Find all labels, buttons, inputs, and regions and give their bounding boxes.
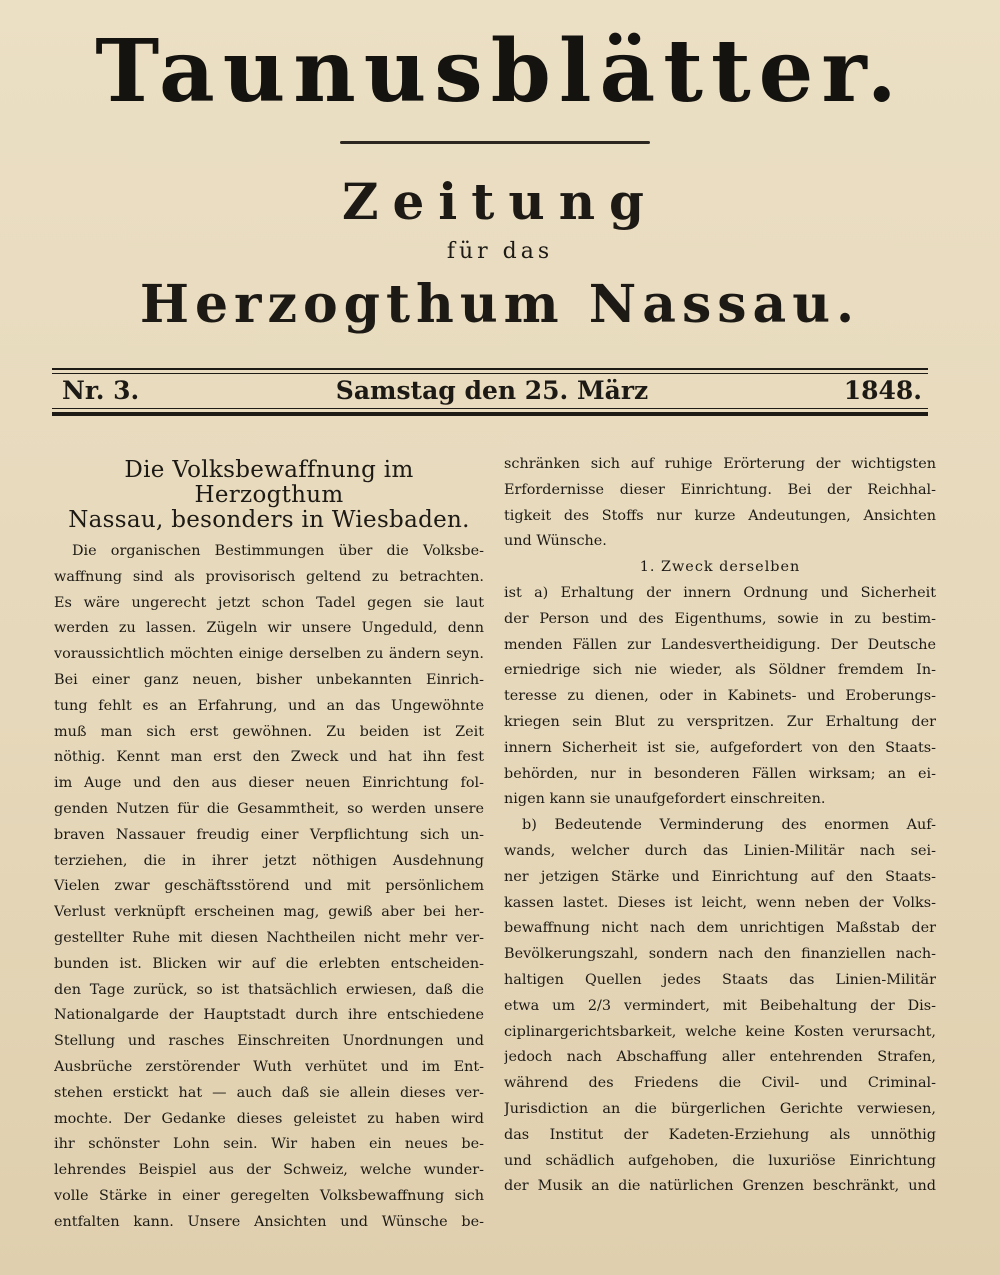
newspaper-subtitle: Zeitung xyxy=(341,172,659,231)
text-line: Es wäre ungerecht jetzt schon Tadel gegen sie laut xyxy=(54,594,484,611)
article-title xyxy=(54,458,484,533)
issue-date: Samstag den 25. März xyxy=(335,376,649,405)
text-line: und schädlich aufgehoben, die luxuriöse Einrichtung xyxy=(504,1152,936,1169)
text-line: teresse zu dienen, oder in Kabinets- und Eroberungs- xyxy=(504,688,936,705)
text-line: Nationalgarde der Hauptstadt durch ihre entschiedene xyxy=(54,1007,484,1024)
region-title: Herzogthum Nassau. xyxy=(139,274,861,335)
text-line: entfalten kann. Unsere Ansichten und Wünsche be- xyxy=(54,1213,484,1230)
text-line: braven Nassauer freudig einer Verpflichtung sich un- xyxy=(54,826,484,843)
right-column xyxy=(504,452,936,1200)
text-line: erniedrige sich nie wieder, als Söldner fremdem In- xyxy=(504,662,936,679)
text-line: das Institut der Kadeten-Erziehung als unnöthig xyxy=(504,1126,936,1143)
text-line: Verlust verknüpft erscheinen mag, gewiß aber bei her- xyxy=(54,904,484,921)
text-line: und Wünsche. xyxy=(504,533,607,550)
text-line: kassen lastet. Dieses ist leicht, wenn neben der Volks- xyxy=(504,894,936,911)
text-line: Vielen zwar geschäftsstörend und mit persönlichem xyxy=(54,878,484,895)
text-line: werden zu lassen. Zügeln wir unsere Ungeduld, denn xyxy=(54,620,484,637)
text-line: den Tage zurück, so ist thatsächlich erwiesen, daß die xyxy=(54,981,484,998)
title-divider xyxy=(340,141,650,144)
dateline-rule-top-thin xyxy=(52,373,928,374)
section-heading: 1. Zweck derselben xyxy=(639,559,801,576)
text-line: volle Stärke in einer geregelten Volksbewaffnung sich xyxy=(54,1187,484,1204)
text-line: Bei einer ganz neuen, bisher unbekannten Einrich- xyxy=(54,671,484,688)
text-line: wands, welcher durch das Linien-Militär nach sei- xyxy=(504,842,936,859)
text-line: Die organischen Bestimmungen über die Volksbe- xyxy=(72,543,484,559)
text-line: nöthig. Kennt man erst den Zweck und hat ihn fest xyxy=(54,749,484,766)
text-line: gestellter Ruhe mit diesen Nachtheilen nicht mehr ver- xyxy=(54,929,484,946)
text-line: menden Fällen zur Landesvertheidigung. Der Deutsche xyxy=(504,636,936,653)
text-line: behörden, nur in besonderen Fällen wirksam; an ei- xyxy=(504,765,936,782)
dateline-rule-top xyxy=(52,368,928,370)
text-line: mochte. Der Gedanke dieses geleistet zu haben wird xyxy=(54,1110,484,1127)
text-line: tung fehlt es an Erfahrung, und an das Ungewöhnte xyxy=(54,697,484,714)
text-line: voraussichtlich möchten einige derselben zu ändern seyn. xyxy=(54,646,484,663)
right-column-text-b xyxy=(504,813,936,1200)
text-line: waffnung sind als provisorisch geltend zu betrachten. xyxy=(54,568,484,585)
text-line: ner jetzigen Stärke und Einrichtung auf den Staats- xyxy=(504,868,936,885)
article-title-line: Die Volksbewaffnung im Herzogthum xyxy=(124,457,414,508)
text-line: ist a) Erhaltung der innern Ordnung und Sicherheit xyxy=(504,584,936,601)
text-line: terziehen, die in ihrer jetzt nöthigen Ausdehnung xyxy=(54,852,484,869)
dateline-rule-bottom xyxy=(52,412,928,416)
text-line: bunden ist. Blicken wir auf die erlebten entscheiden- xyxy=(54,955,484,972)
newspaper-title: Taunusblätter. xyxy=(95,21,905,122)
text-line: Stellung und rasches Einschreiten Unordnungen und xyxy=(54,1033,484,1050)
text-line: Erfordernisse dieser Einrichtung. Bei der Reichhal- xyxy=(504,481,936,498)
article-title-line: Nassau, besonders in Wiesbaden. xyxy=(68,507,470,533)
text-line: kriegen sein Blut zu verspritzen. Zur Erhaltung der xyxy=(504,713,936,730)
text-line: muß man sich erst gewöhnen. Zu beiden ist Zeit xyxy=(54,723,484,740)
text-line: innern Sicherheit ist sie, aufgefordert von den Staats- xyxy=(504,739,936,756)
subtitle-connector: für das xyxy=(446,239,554,264)
text-line: der Musik an die natürlichen Grenzen beschränkt, und xyxy=(504,1178,936,1195)
text-line: ihr schönster Lohn sein. Wir haben ein neues be- xyxy=(54,1136,484,1153)
issue-number: Nr. 3. xyxy=(62,376,140,405)
text-line: jedoch nach Abschaffung aller entehrenden Strafen, xyxy=(504,1049,936,1066)
text-line: Bevölkerungszahl, sondern nach den finanziellen nach- xyxy=(504,946,936,963)
left-column-text xyxy=(54,539,484,1236)
text-line: genden Nutzen für die Gesammtheit, so werden unsere xyxy=(54,800,484,817)
right-column-text-intro xyxy=(504,452,936,555)
text-line: stehen erstickt hat — auch daß sie allein dieses ver- xyxy=(54,1084,484,1101)
text-line: der Person und des Eigenthums, sowie in zu bestim- xyxy=(504,610,936,627)
text-line: etwa um 2/3 vermindert, mit Beibehaltung der Dis- xyxy=(504,997,936,1014)
dateline xyxy=(62,376,922,406)
dateline-rule-bottom-thin xyxy=(52,408,928,409)
text-line: im Auge und den aus dieser neuen Einrichtung fol- xyxy=(54,775,484,792)
issue-year: 1848. xyxy=(843,376,922,405)
text-line: tigkeit des Stoffs nur kurze Andeutungen, Ansichten xyxy=(504,507,936,524)
text-line: schränken sich auf ruhige Erörterung der wichtigsten xyxy=(504,456,936,472)
text-line: ciplinargerichtsbarkeit, welche keine Kosten verursacht, xyxy=(504,1023,936,1040)
text-line: haltigen Quellen jedes Staats das Linien-Militär xyxy=(504,971,936,988)
text-line: Jurisdiction an die bürgerlichen Gerichte verwiesen, xyxy=(504,1100,936,1117)
text-line: Ausbrüche zerstörender Wuth verhütet und im Ent- xyxy=(54,1058,484,1075)
left-column xyxy=(54,450,484,1236)
text-line: während des Friedens die Civil- und Criminal- xyxy=(504,1075,936,1092)
text-line: nigen kann sie unaufgefordert einschreiten. xyxy=(504,791,826,808)
text-line: b) Bedeutende Verminderung des enormen Auf- xyxy=(522,817,936,834)
text-line: bewaffnung nicht nach dem unrichtigen Maßstab der xyxy=(504,920,936,937)
text-line: lehrendes Beispiel aus der Schweiz, welche wunder- xyxy=(54,1162,484,1179)
right-column-text-a xyxy=(504,581,936,813)
